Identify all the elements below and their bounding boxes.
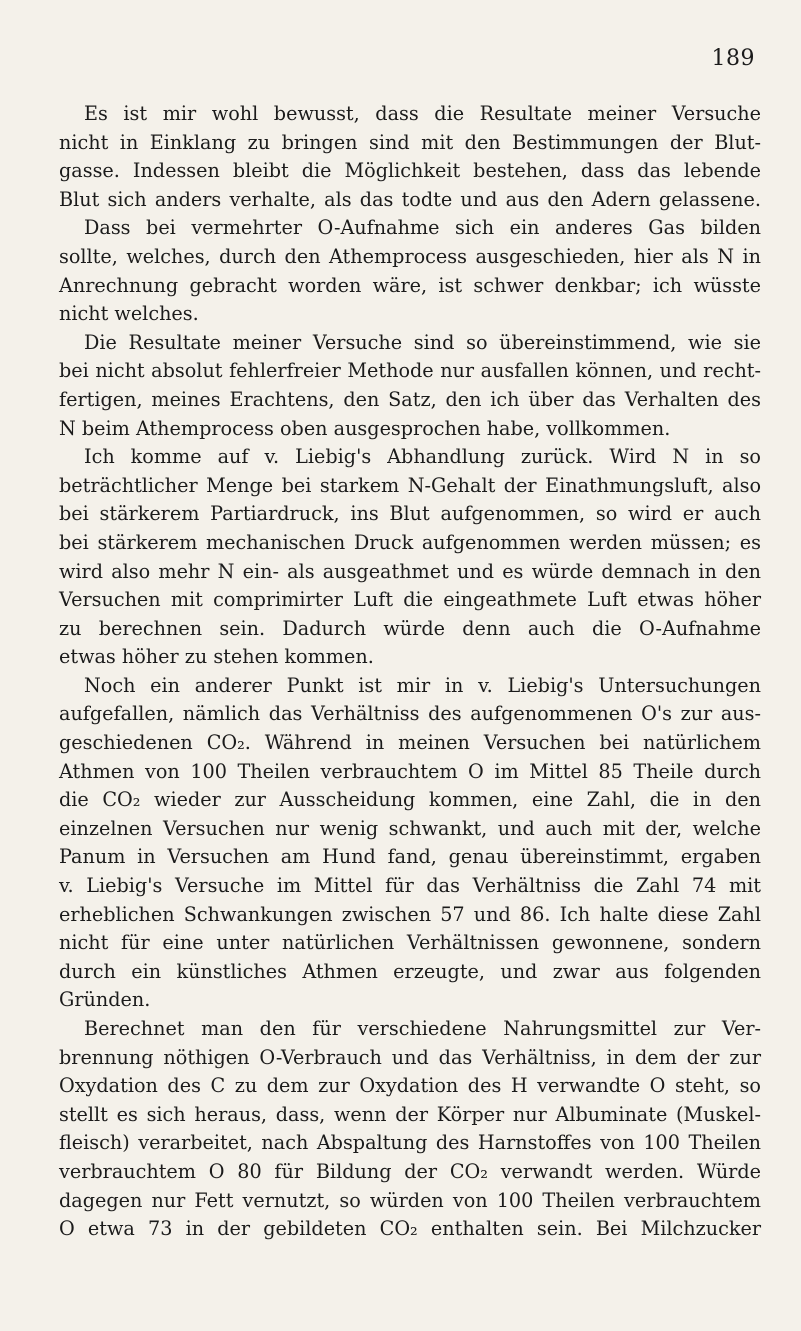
paragraph-1	[59, 100, 761, 329]
text-line: wird also mehr N ein- als ausgeathmet und es würde demnach in den	[59, 559, 761, 583]
text-line: Ich komme auf v. Liebig's Abhandlung zurück. Wird N in so	[84, 445, 761, 469]
text-line: Panum in Versuchen am Hund fand, genau übereinstimmt, ergaben	[59, 845, 761, 869]
text-line: Blut sich anders verhalte, als das todte und aus den Adern gelassene.	[59, 187, 761, 211]
paragraph-4	[59, 672, 761, 1015]
body-text	[59, 100, 761, 1244]
text-line: nicht in Einklang zu bringen sind mit den Bestimmungen der Blut-	[59, 130, 761, 154]
paragraph-2	[59, 329, 761, 443]
text-line: gasse. Indessen bleibt die Möglichkeit bestehen, dass das lebende	[59, 159, 761, 183]
text-line: Oxydation des C zu dem zur Oxydation des H verwandte O steht, so	[59, 1074, 761, 1098]
text-line: zu berechnen sein. Dadurch würde denn auch die O-Aufnahme	[59, 616, 761, 640]
text-line: etwas höher zu stehen kommen.	[59, 645, 374, 669]
paragraph-5	[59, 1015, 761, 1244]
text-line: erheblichen Schwankungen zwischen 57 und 86. Ich halte diese Zahl	[59, 902, 761, 926]
text-line: sollte, welches, durch den Athemprocess ausgeschieden, hier als N in	[59, 244, 761, 268]
text-line: bei nicht absolut fehlerfreier Methode nur ausfallen können, und recht-	[59, 359, 761, 383]
text-line: verbrauchtem O 80 für Bildung der CO₂ verwandt werden. Würde	[59, 1159, 761, 1183]
text-line: Versuchen mit comprimirter Luft die eingeathmete Luft etwas höher	[59, 588, 761, 612]
text-line: Athmen von 100 Theilen verbrauchtem O im Mittel 85 Theile durch	[59, 759, 761, 783]
text-line: fleisch) verarbeitet, nach Abspaltung des Harnstoffes von 100 Theilen	[59, 1131, 761, 1155]
text-line: Die Resultate meiner Versuche sind so übereinstimmend, wie sie	[84, 330, 761, 354]
text-line: Dass bei vermehrter O-Aufnahme sich ein anderes Gas bilden	[84, 216, 761, 240]
paragraph-3	[59, 443, 761, 672]
text-line: dagegen nur Fett vernutzt, so würden von 100 Theilen verbrauchtem	[59, 1188, 761, 1212]
text-line: Es ist mir wohl bewusst, dass die Resultate meiner Versuche	[84, 102, 761, 125]
text-line: geschiedenen CO₂. Während in meinen Versuchen bei natürlichem	[59, 731, 761, 755]
text-line: fertigen, meines Erachtens, den Satz, den ich über das Verhalten des	[59, 387, 761, 411]
text-line: nicht für eine unter natürlichen Verhältnissen gewonnene, sondern	[59, 931, 761, 955]
text-line: bei stärkerem mechanischen Druck aufgenommen werden müssen; es	[59, 530, 761, 554]
text-line: Anrechnung gebracht worden wäre, ist schwer denkbar; ich wüsste	[59, 273, 761, 297]
text-line: N beim Athemprocess oben ausgesprochen habe, vollkommen.	[59, 416, 671, 440]
text-line: Noch ein anderer Punkt ist mir in v. Liebig's Untersuchungen	[84, 673, 761, 697]
text-line: v. Liebig's Versuche im Mittel für das Verhältniss die Zahl 74 mit	[59, 874, 761, 898]
text-line: durch ein künstliches Athmen erzeugte, und zwar aus folgenden	[59, 959, 761, 983]
text-line: die CO₂ wieder zur Ausscheidung kommen, eine Zahl, die in den	[59, 788, 761, 812]
text-line: Berechnet man den für verschiedene Nahrungsmittel zur Ver-	[84, 1017, 761, 1040]
text-line: brennung nöthigen O-Verbrauch und das Verhältniss, in dem der zur	[59, 1045, 761, 1069]
text-line: einzelnen Versuchen nur wenig schwankt, und auch mit der, welche	[59, 816, 761, 840]
text-line: O etwa 73 in der gebildeten CO₂ enthalten sein. Bei Milchzucker	[59, 1217, 761, 1241]
text-line: beträchtlicher Menge bei starkem N-Gehalt der Einathmungsluft, also	[59, 473, 761, 497]
text-line: bei stärkerem Partiardruck, ins Blut aufgenommen, so wird er auch	[59, 502, 761, 526]
text-line: nicht welches.	[59, 302, 199, 326]
text-line: Gründen.	[59, 988, 151, 1012]
text-line: aufgefallen, nämlich das Verhältniss des aufgenommenen O's zur aus-	[59, 702, 761, 726]
text-line: stellt es sich heraus, dass, wenn der Körper nur Albuminate (Muskel-	[59, 1102, 761, 1126]
page-number: 189	[711, 46, 755, 71]
